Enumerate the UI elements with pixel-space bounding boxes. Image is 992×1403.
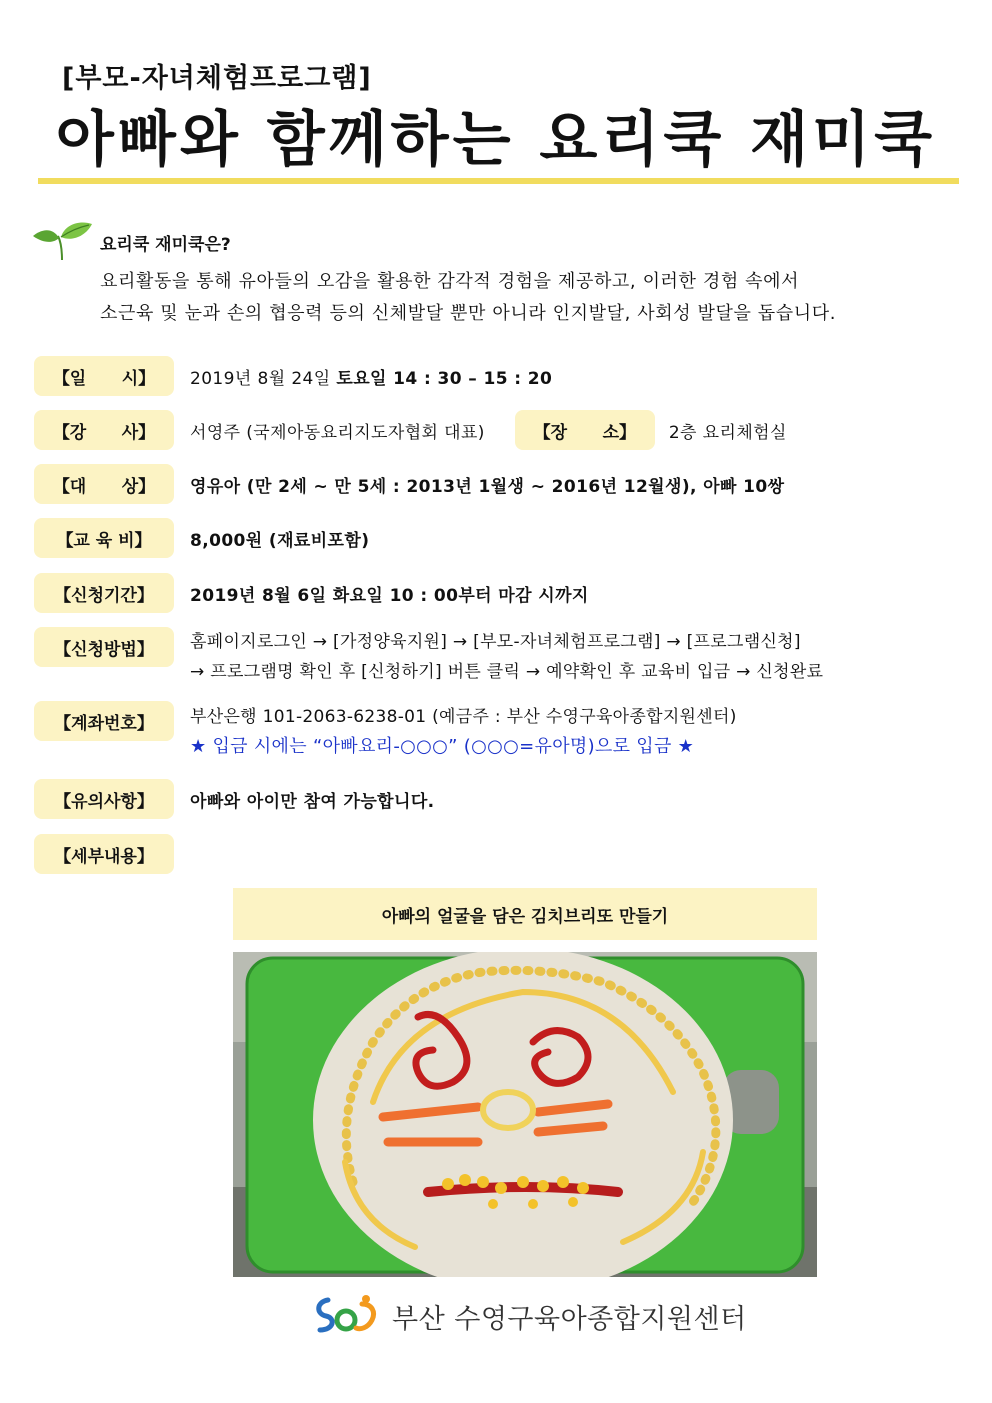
center-logo-icon	[312, 1292, 384, 1336]
date-value-time: 토요일 14 : 30 – 15 : 20	[336, 368, 553, 389]
intro-line: 소근육 및 눈과 손의 협응력 등의 신체발달 뿐만 아니라 인지발달, 사회성 발달을 돕습니다.	[100, 303, 837, 324]
caution-label: 【유의사항】	[34, 779, 174, 819]
period-label: 【신청기간】	[34, 573, 174, 613]
program-category: [부모-자녀체험프로그램]	[62, 63, 372, 94]
caution-value: 아빠와 아이만 참여 가능합니다.	[190, 791, 435, 812]
target-row	[34, 464, 784, 504]
title-underline	[38, 178, 959, 184]
photo-caption: 아빠의 얼굴을 담은 김치브리또 만들기	[233, 888, 817, 940]
target-value: 영유아 (만 2세 ~ 만 5세 : 2013년 1월생 ~ 2016년 12월생), 아빠 10쌍	[190, 476, 785, 497]
period-value: 2019년 8월 6일 화요일 10 : 00부터 마감 시까지	[190, 585, 589, 606]
page-title: 아빠와 함께하는 요리쿡 재미쿡	[55, 105, 937, 175]
intro-description	[100, 266, 836, 330]
method-line: → 프로그램명 확인 후 [신청하기] 버튼 클릭 → 예약확인 후 교육비 입금 → 신청완료	[190, 662, 824, 682]
period-row	[34, 573, 589, 613]
fee-row	[34, 518, 369, 558]
organization-name: 부산 수영구육아종합지원센터	[392, 1304, 747, 1335]
target-label: 【대 상】	[34, 464, 174, 504]
account-label: 【계좌번호】	[34, 701, 174, 741]
kimchi-burrito-face-photo	[233, 952, 817, 1277]
place-value: 2층 요리체험실	[668, 422, 787, 443]
account-row	[34, 701, 174, 741]
fee-value: 8,000원 (재료비포함)	[190, 530, 370, 551]
place-label: 【장 소】	[515, 410, 655, 450]
fee-label: 【교 육 비】	[34, 518, 174, 558]
intro-line: 요리활동을 통해 유아들의 오감을 활용한 감각적 경험을 제공하고, 이러한 경험 속에서	[100, 271, 800, 292]
account-value	[190, 702, 737, 762]
method-value	[190, 627, 823, 687]
deposit-note: ★ 입금 시에는 “아빠요리-○○○” (○○○=유아명)으로 입금 ★	[190, 736, 695, 757]
caution-row	[34, 779, 435, 819]
method-line: 홈페이지로그인 → [가정양육지원] → [부모-자녀체험프로그램] → [프로그램신청]	[190, 632, 801, 652]
sprout-icon	[32, 220, 94, 262]
instructor-value: 서영주 (국제아동요리지도자협회 대표)	[190, 422, 485, 443]
date-value-date: 2019년 8월 24일	[190, 368, 337, 389]
instructor-row	[34, 410, 787, 450]
method-row	[34, 627, 174, 667]
date-value	[190, 364, 552, 389]
method-label: 【신청방법】	[34, 627, 174, 667]
instructor-label: 【강 사】	[34, 410, 174, 450]
date-label: 【일 시】	[34, 356, 174, 396]
details-label: 【세부내용】	[34, 834, 174, 874]
date-row	[34, 356, 552, 396]
details-row	[34, 834, 174, 874]
account-number: 부산은행 101-2063-6238-01 (예금주 : 부산 수영구육아종합지원센터)	[190, 707, 737, 727]
intro-heading: 요리쿡 재미쿡은?	[100, 235, 231, 255]
